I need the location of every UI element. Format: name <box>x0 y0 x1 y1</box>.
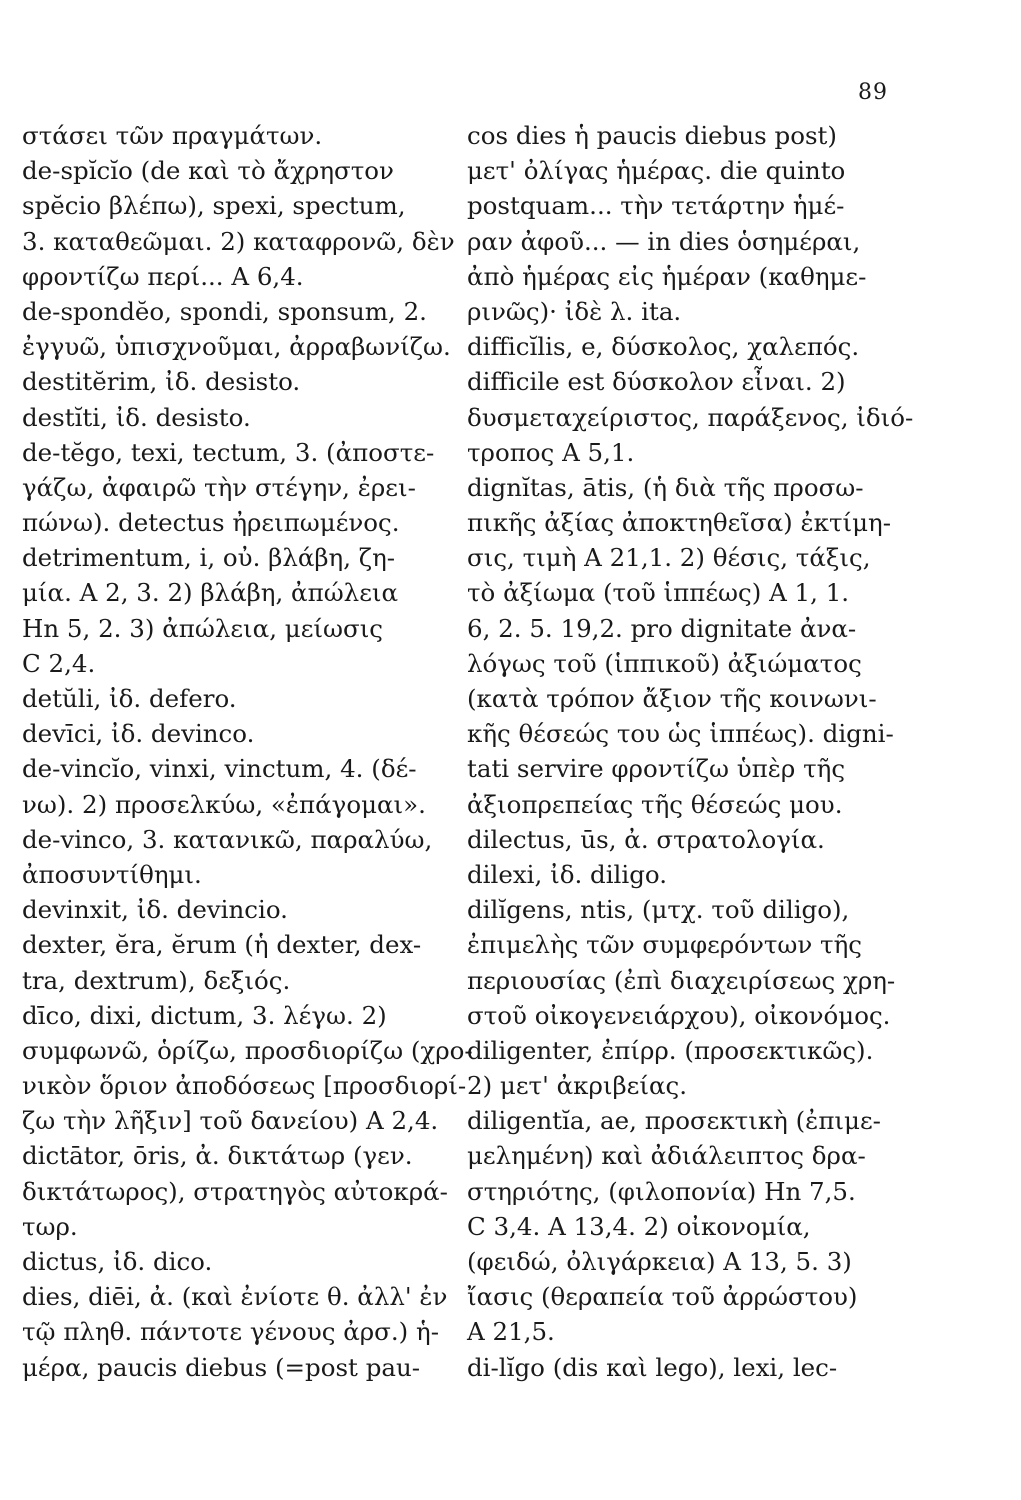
text-line: πώνω). detectus ἠρειπωμένος. <box>22 508 400 538</box>
text-line: dīco, dixi, dictum, 3. λέγω. 2) <box>22 1000 387 1030</box>
text-line: dictus, ἰδ. dico. <box>22 1247 213 1276</box>
text-line: στηριότης, (φιλοπονία) Hn 7,5. <box>467 1176 856 1206</box>
text-line: ἐγγυῶ, ὑπισχνοῦμαι, ἀρραβωνίζω. <box>22 332 451 362</box>
page-number: 89 <box>858 80 888 105</box>
right-column <box>467 118 914 1385</box>
text-line: 2) μετ' ἀκριβείας. <box>467 1071 688 1101</box>
text-line: spĕcio βλέπω), spexi, spectum, <box>22 191 406 221</box>
text-line: συμφωνῶ, ὁρίζω, προσδιορίζω (χρο- <box>22 1035 473 1065</box>
text-line: destitĕrim, ἰδ. desisto. <box>22 367 301 397</box>
text-line: detrimentum, i, οὐ. βλάβη, ζη- <box>22 543 396 573</box>
text-line: ἴασις (θεραπεία τοῦ ἀρρώστου) <box>467 1282 858 1312</box>
text-line: de-spondĕo, spondi, sponsum, 2. <box>22 296 427 326</box>
text-line: στοῦ οἰκογενειάρχου), οἰκονόμος. <box>467 1000 891 1030</box>
text-line: μία. A 2, 3. 2) βλάβη, ἀπώλεια <box>22 578 399 608</box>
text-line: τροπος A 5,1. <box>467 437 635 467</box>
text-line: de-vinco, 3. κατανικῶ, παραλύω, <box>22 824 433 854</box>
text-line: postquam... τὴν τετάρτην ἡμέ- <box>467 191 845 221</box>
text-line: (φειδώ, ὀλιγάρκεια) A 13, 5. 3) <box>467 1247 852 1276</box>
text-line: diligentĭa, ae, προσεκτικὴ (ἐπιμε- <box>467 1106 881 1136</box>
text-line: A 21,5. <box>467 1317 555 1347</box>
text-line: δυσμεταχείριστος, παράξενος, ἰδιό- <box>467 402 914 432</box>
text-line: C 2,4. <box>22 648 96 678</box>
text-line: dexter, ĕra, ĕrum (ἡ dexter, dex- <box>22 930 422 960</box>
text-line: φροντίζω περί... A 6,4. <box>22 261 304 291</box>
text-line: destĭti, ἰδ. desisto. <box>22 402 251 432</box>
text-line: Hn 5, 2. 3) ἀπώλεια, μείωσις <box>22 613 384 643</box>
text-line: ἀπὸ ἡμέρας εἰς ἡμέραν (καθημε- <box>467 261 867 291</box>
text-line: devīci, ἰδ. devinco. <box>22 719 255 749</box>
text-line: νω). 2) προσελκύω, «ἐπάγομαι». <box>22 789 426 819</box>
text-line: νικὸν ὅριον ἀποδόσεως [προσδιορί- <box>22 1071 467 1101</box>
text-line: ραν ἀφοῦ... — in dies ὁσημέραι, <box>467 226 861 256</box>
text-line: ρινῶς)· ἰδὲ λ. ita. <box>467 296 682 326</box>
text-line: detŭli, ἰδ. defero. <box>22 684 237 713</box>
text-line: λόγως τοῦ (ἱππικοῦ) ἀξιώματος <box>467 648 862 678</box>
text-line: dignĭtas, ātis, (ἡ διὰ τῆς προσω- <box>467 472 864 502</box>
text-line: tati servire φροντίζω ὑπὲρ τῆς <box>467 754 846 784</box>
text-line: γάζω, ἀφαιρῶ τὴν στέγην, ἐρει- <box>22 472 416 502</box>
text-line: ἀξιοπρεπείας τῆς θέσεώς μου. <box>467 789 843 819</box>
text-line: de-spĭcĭo (de καὶ τὸ ἄχρηστον <box>22 156 394 186</box>
text-line: cos dies ἡ paucis diebus post) <box>467 121 837 150</box>
text-line: ἀποσυντίθημι. <box>22 859 202 889</box>
text-line: dictātor, ōris, ἀ. δικτάτωρ (γεν. <box>22 1141 413 1171</box>
text-line: ἐπιμελὴς τῶν συμφερόντων τῆς <box>467 930 863 960</box>
text-line: de-vincĭo, vinxi, vinctum, 4. (δέ- <box>22 754 417 784</box>
text-line: μέρα, paucis diebus (=post pau- <box>22 1352 421 1382</box>
text-line: de-tĕgo, texi, tectum, 3. (ἀποστε- <box>22 437 435 467</box>
text-line: στάσει τῶν πραγμάτων. <box>22 121 323 150</box>
text-line: δικτάτωρος), στρατηγὸς αὐτοκρά- <box>22 1176 448 1206</box>
text-line: dies, diēi, ἀ. (καὶ ἐνίοτε θ. ἀλλ' ἐν <box>22 1282 448 1312</box>
text-line: τῷ πληθ. πάντοτε γένους ἀρσ.) ἡ- <box>22 1317 439 1347</box>
text-line: τωρ. <box>22 1211 78 1241</box>
text-line: 6, 2. 5. 19,2. pro dignitate ἀνα- <box>467 613 857 643</box>
text-line: μελημένη) καὶ ἀδιάλειπτος δρα- <box>467 1141 866 1171</box>
text-line: 3. καταθεῶμαι. 2) καταφρονῶ, δὲν <box>22 226 455 256</box>
text-line: difficĭlis, e, δύσκολος, χαλεπός. <box>467 332 860 362</box>
text-line: dilexi, ἰδ. diligo. <box>467 859 667 889</box>
text-line: C 3,4. A 13,4. 2) οἰκονομία, <box>467 1211 811 1241</box>
text-line: μετ' ὀλίγας ἡμέρας. die quinto <box>467 156 846 186</box>
text-line: (κατὰ τρόπον ἄξιον τῆς κοινωνι- <box>467 684 877 713</box>
text-line: κῆς θέσεώς του ὡς ἱππέως). digni- <box>467 719 894 749</box>
text-line: dilĭgens, ntis, (μτχ. τοῦ diligo), <box>467 895 850 925</box>
text-line: devinxit, ἰδ. devincio. <box>22 895 288 925</box>
text-line: difficile est δύσκολον εἶναι. 2) <box>467 367 846 397</box>
text-line: ζω τὴν λῆξιν] τοῦ δανείου) A 2,4. <box>22 1106 439 1136</box>
text-line: diligenter, ἐπίρρ. (προσεκτικῶς). <box>467 1035 874 1065</box>
left-column <box>22 118 473 1385</box>
text-line: dilectus, ūs, ἀ. στρατολογία. <box>467 824 825 854</box>
text-line: tra, dextrum), δεξιός. <box>22 965 291 995</box>
text-line: di-lĭgo (dis καὶ lego), lexi, lec- <box>467 1352 838 1382</box>
text-line: τὸ ἀξίωμα (τοῦ ἱππέως) A 1, 1. <box>467 578 850 608</box>
text-line: περιουσίας (ἐπὶ διαχειρίσεως χρη- <box>467 965 896 995</box>
text-line: πικῆς ἀξίας ἀποκτηθεῖσα) ἐκτίμη- <box>467 508 892 538</box>
text-line: σις, τιμὴ A 21,1. 2) θέσις, τάξις, <box>467 543 871 573</box>
